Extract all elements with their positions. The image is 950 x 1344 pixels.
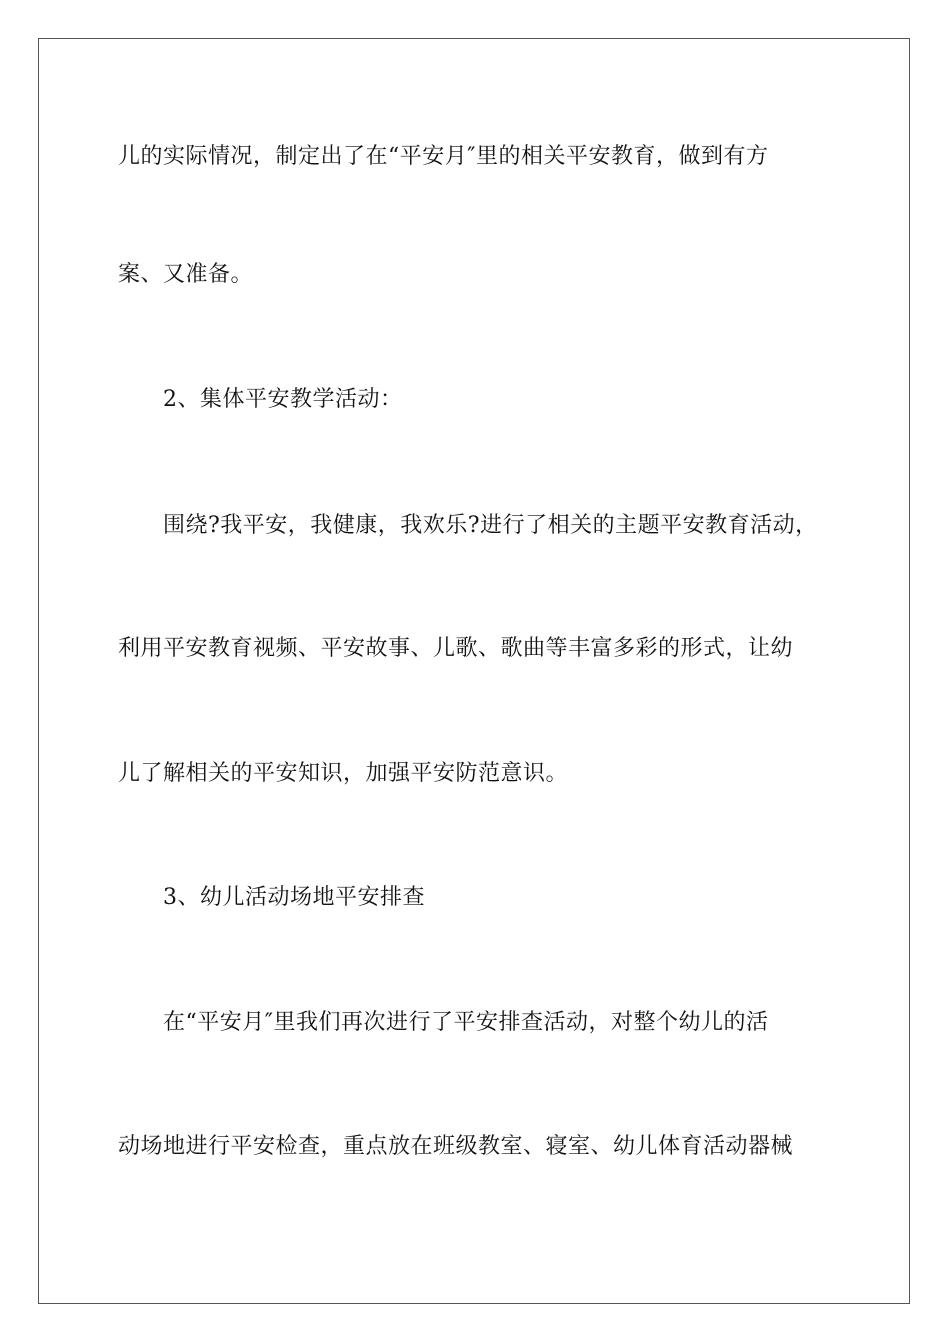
text-line-4: 围绕?我平安，我健康，我欢乐?进行了相关的主题平安教育活动， bbox=[163, 513, 818, 538]
text-line-2: 案、又准备。 bbox=[118, 262, 254, 287]
text-line-9: 动场地进行平安检查，重点放在班级教室、寝室、幼儿体育活动器械 bbox=[118, 1134, 794, 1159]
text-line-8: 在“平安月″里我们再次进行了平安排查活动，对整个幼儿的活 bbox=[163, 1010, 769, 1035]
text-line-1: 儿的实际情况，制定出了在“平安月″里的相关平安教育，做到有方 bbox=[118, 144, 769, 169]
section-heading-2: 2、集体平安教学活动： bbox=[163, 387, 403, 412]
page-frame bbox=[38, 38, 910, 1304]
section-heading-3: 3、幼儿活动场地平安排查 bbox=[163, 885, 425, 910]
text-line-5: 利用平安教育视频、平安故事、儿歌、歌曲等丰富多彩的形式，让幼 bbox=[118, 636, 794, 661]
text-line-6: 儿了解相关的平安知识，加强平安防范意识。 bbox=[118, 761, 569, 786]
